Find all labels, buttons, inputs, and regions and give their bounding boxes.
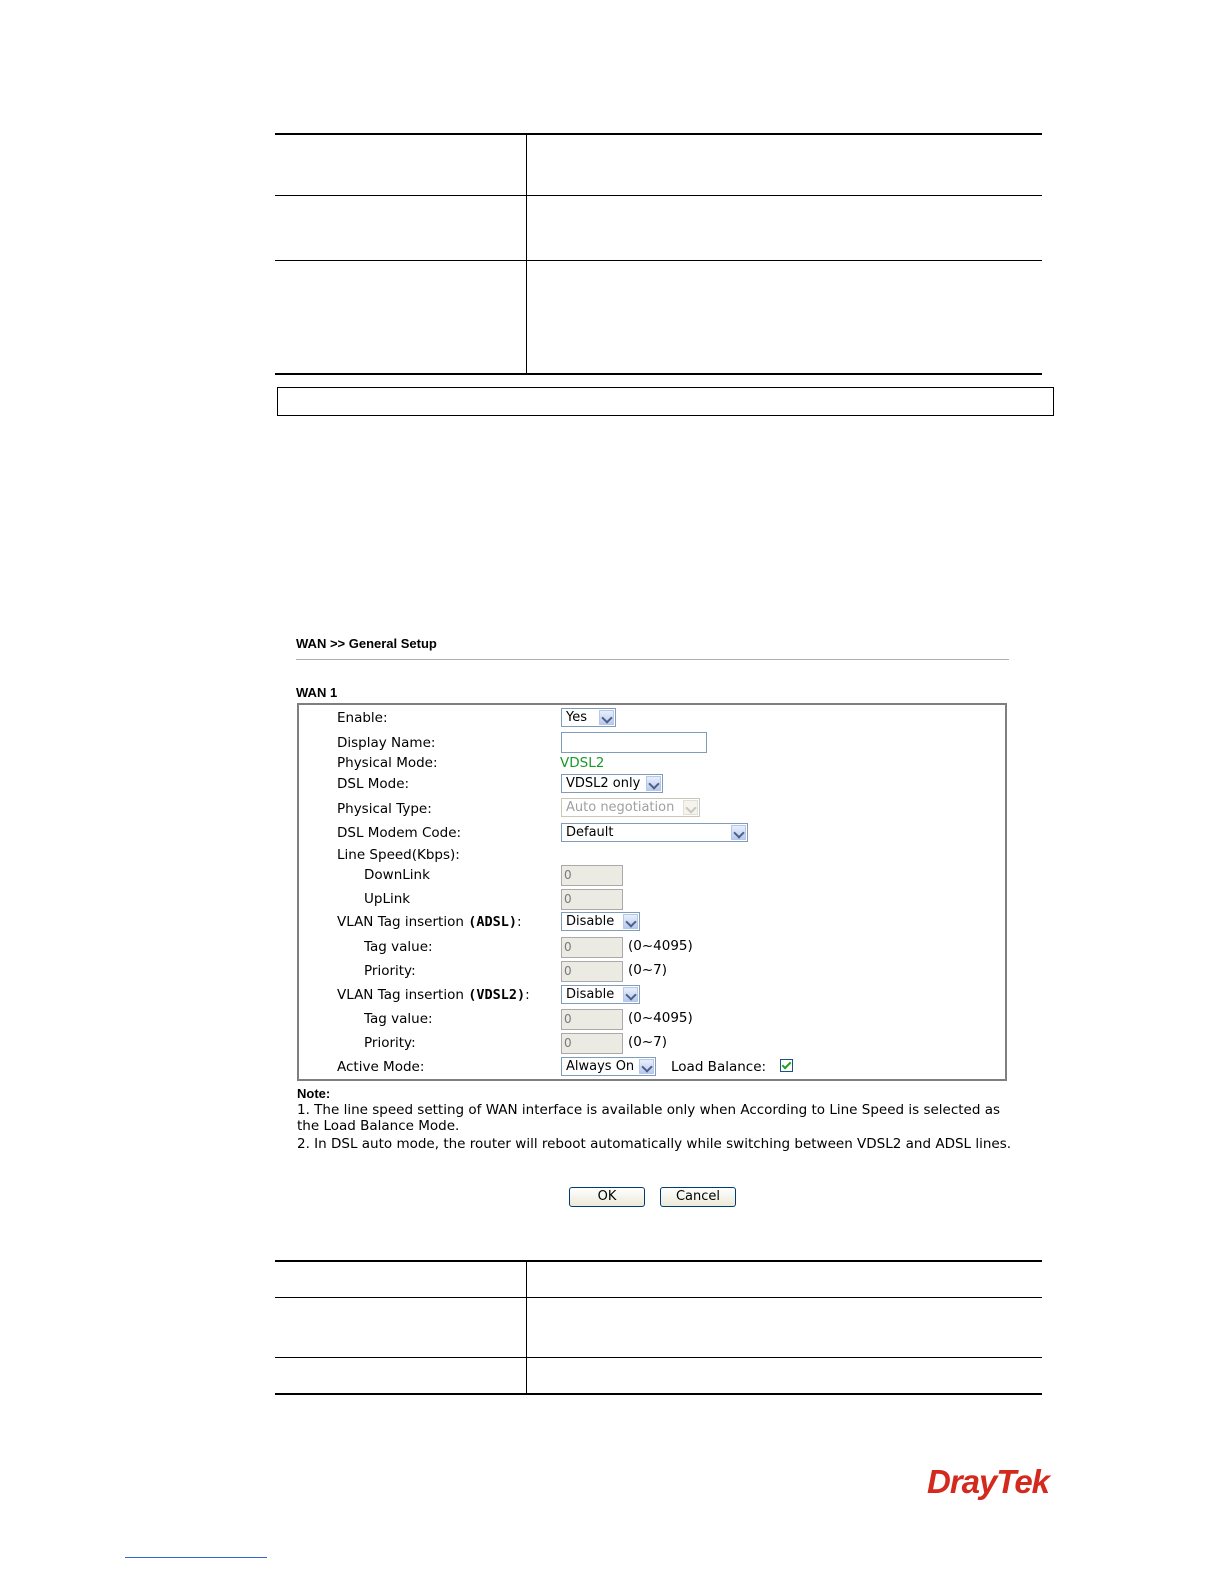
chevron-down-icon: [639, 1059, 654, 1074]
doc-table2-col-divider: [526, 1262, 527, 1393]
doc-table2-top-rule: [275, 1260, 1042, 1262]
adsl-tag-input: 0: [561, 937, 623, 958]
active-mode-label: Active Mode:: [337, 1059, 425, 1075]
physical-type-select: [561, 798, 700, 817]
vdsl2-priority-range: (0~7): [628, 1034, 668, 1050]
physical-type-label: Physical Type:: [337, 801, 432, 817]
breadcrumb-divider: [296, 659, 1009, 660]
dsl-mode-value: VDSL2 only: [566, 776, 641, 791]
dsl-modem-code-select[interactable]: [561, 823, 748, 842]
vlan-vdsl2-label: [337, 987, 530, 1003]
active-mode-value: Always On: [566, 1059, 635, 1074]
vlan-adsl-label: [337, 914, 522, 930]
adsl-tag-label: Tag value:: [364, 939, 433, 955]
note-line-2: 2. In DSL auto mode, the router will reboot automatically while switching between VDSL2 and ADSL lines.: [297, 1136, 1012, 1152]
vdsl2-priority-input: 0: [561, 1033, 623, 1054]
draytek-logo: [927, 1463, 1049, 1501]
doc-table-row-rule: [275, 195, 1042, 196]
adsl-priority-label: Priority:: [364, 963, 416, 979]
note-line-1: 1. The line speed setting of WAN interface is available only when According to Line Speed is selected as the Load Balance Mode.: [297, 1102, 1001, 1134]
doc-table2-bottom-rule: [275, 1393, 1042, 1395]
vdsl2-priority-label: Priority:: [364, 1035, 416, 1051]
footer-link-underline: [125, 1557, 267, 1558]
vlan-adsl-label-bold: (ADSL): [468, 914, 517, 930]
doc-note-box: [277, 387, 1054, 416]
load-balance-checkbox[interactable]: [780, 1059, 793, 1072]
chevron-down-icon: [683, 800, 698, 815]
physical-mode-value: VDSL2: [560, 755, 605, 771]
vlan-adsl-label-prefix: VLAN Tag insertion: [337, 914, 469, 930]
ok-button[interactable]: OK: [569, 1187, 645, 1207]
doc-table-bottom-rule: [275, 373, 1042, 375]
vdsl2-tag-label: Tag value:: [364, 1011, 433, 1027]
uplink-input: 0: [561, 889, 623, 910]
display-name-input[interactable]: [561, 732, 707, 753]
note-title: Note:: [297, 1086, 331, 1101]
vlan-vdsl2-value: Disable: [566, 987, 615, 1002]
dsl-modem-code-value: Default: [566, 825, 614, 840]
vdsl2-tag-input: 0: [561, 1009, 623, 1030]
adsl-tag-range: (0~4095): [628, 938, 693, 954]
line-speed-label: Line Speed(Kbps):: [337, 847, 460, 863]
uplink-label: UpLink: [364, 891, 411, 907]
doc-table2-row-rule: [275, 1297, 1042, 1298]
chevron-down-icon: [623, 987, 638, 1002]
doc-table-top-rule: [275, 133, 1042, 135]
adsl-priority-input: 0: [561, 961, 623, 982]
enable-select[interactable]: [561, 708, 616, 727]
chevron-down-icon: [731, 825, 746, 840]
dsl-mode-select[interactable]: [561, 774, 663, 793]
cancel-button[interactable]: Cancel: [660, 1187, 736, 1207]
load-balance-label: Load Balance:: [671, 1059, 767, 1075]
vlan-adsl-value: Disable: [566, 914, 615, 929]
chevron-down-icon: [646, 776, 661, 791]
logo-part-1: Dray: [927, 1463, 997, 1500]
dsl-modem-code-label: DSL Modem Code:: [337, 825, 462, 841]
physical-type-value: Auto negotiation: [566, 800, 675, 815]
display-name-label: Display Name:: [337, 735, 436, 751]
dsl-mode-label: DSL Mode:: [337, 776, 410, 792]
section-title: WAN 1: [296, 685, 338, 700]
vlan-vdsl2-select[interactable]: [561, 985, 640, 1004]
downlink-label: DownLink: [364, 867, 430, 883]
vlan-adsl-select[interactable]: [561, 912, 640, 931]
chevron-down-icon: [623, 914, 638, 929]
doc-table-row-rule: [275, 260, 1042, 261]
logo-part-2: Tek: [996, 1463, 1050, 1500]
chevron-down-icon: [599, 710, 614, 725]
active-mode-select[interactable]: [561, 1057, 656, 1076]
vlan-vdsl2-label-bold: (VDSL2): [468, 987, 526, 1003]
adsl-priority-range: (0~7): [628, 962, 668, 978]
vdsl2-tag-range: (0~4095): [628, 1010, 693, 1026]
breadcrumb: WAN >> General Setup: [296, 636, 437, 651]
doc-table2-row-rule: [275, 1357, 1042, 1358]
vlan-vdsl2-label-prefix: VLAN Tag insertion: [337, 987, 469, 1003]
physical-mode-label: Physical Mode:: [337, 755, 438, 771]
enable-label: Enable:: [337, 710, 388, 726]
vlan-adsl-label-suffix: :: [516, 914, 522, 930]
enable-value: Yes: [566, 710, 587, 725]
doc-table-col-divider: [526, 135, 527, 373]
downlink-input: 0: [561, 865, 623, 886]
vlan-vdsl2-label-suffix: :: [525, 987, 530, 1003]
